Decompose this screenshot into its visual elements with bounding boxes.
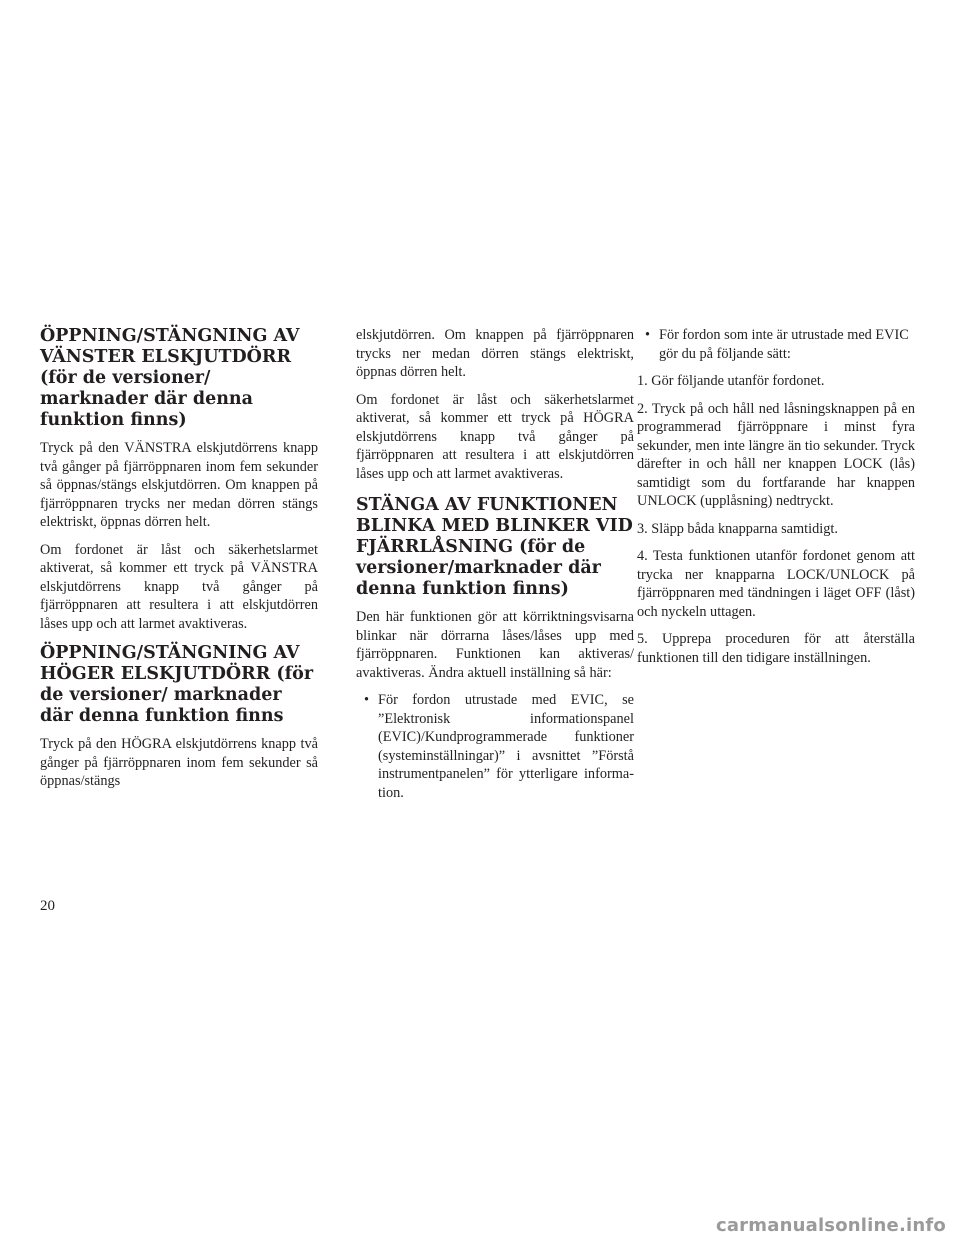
bullet-list <box>356 691 634 802</box>
column-3 <box>637 326 915 676</box>
paragraph-flash-function: Den här funktionen gör att körriktningsvisarna blinkar när dörrarna låses/låses upp med fjärröppnaren. Funktionen kan aktiveras/ avaktiveras. Ändra aktuell inställning så här: <box>356 609 634 681</box>
heading-flash-lights-lock: STÄNGA AV FUNKTIONEN BLINKA MED BLINKER VID FJÄRRLÅSNING (för de versioner/marknader där denna funktion finns) <box>356 495 633 599</box>
list-item <box>637 326 915 363</box>
step-1: 1. Gör följande utanför fordonet. <box>637 373 825 389</box>
heading-right-sliding-door: ÖPPNING/STÄNGNING AV HÖGER ELSKJUTDÖRR (för de versioner/ marknader där denna funktion finns <box>40 643 314 726</box>
column-2 <box>356 326 634 811</box>
paragraph-right-door-continued: elskjutdörren. Om knappen på fjärröppnaren trycks ner medan dörren stängs elektriskt, öppnas dörren helt. <box>356 327 634 380</box>
page-number: 20 <box>40 898 55 914</box>
list-item <box>356 691 634 802</box>
step-5: 5. Upprepa proceduren för att återställa funktionen till den tidigare inställningen. <box>637 631 915 666</box>
heading-left-sliding-door: ÖPPNING/STÄNGNING AV VÄNSTER ELSKJUTDÖRR (för de versioner/ marknader där denna funktion finns) <box>40 326 300 430</box>
step-3: 3. Släpp båda knapparna samtidigt. <box>637 520 838 537</box>
paragraph-right-door-remote: Tryck på den HÖGRA elskjutdörrens knapp två gånger på fjärröppnaren inom fem sekunder så öppnas/stängs <box>40 736 318 789</box>
bullet-list <box>637 326 915 363</box>
list-item-text: För fordon utrustade med EVIC, se ”Elektronisk informationspanel (EVIC)/Kundprogrammerade funktioner (systeminställningar)” i avsnittet ”Förstå instrumentpanelen” för ytterligare information. <box>378 692 634 801</box>
bullet-icon: • <box>364 692 370 708</box>
watermark: carmanualsonline.info <box>715 1215 946 1236</box>
paragraph-left-door-remote: Tryck på den VÄNSTRA elskjutdörrens knapp två gånger på fjärröppnaren inom fem sekunder så öppnas/stängs elskjutdörren. Om knappen på fjärröppnaren trycks ner medan dörren stängs elektriskt, öppnas dörren helt. <box>40 440 318 530</box>
paragraph-right-door-alarm: Om fordonet är låst och säkerhetslarmet aktiverat, så kommer ett tryck på HÖGRA elskjutdörrens knapp två gånger på fjärröppnaren att resultera i att elskjutdörren låses upp och att larmet avaktiveras. <box>356 391 634 482</box>
step-4: 4. Testa funktionen utanför fordonet genom att trycka ner knapparna LOCK/UNLOCK på fjärröppnaren med tändningen i läget OFF (låst) och nyckeln uttagen. <box>637 548 915 620</box>
paragraph-left-door-alarm: Om fordonet är låst och säkerhetslarmet aktiverat, så kommer ett tryck på VÄNSTRA elskjutdörrens knapp två gånger på fjärröppnaren att resultera i att elskjutdörren låses upp och att larmet avaktiveras. <box>40 541 318 632</box>
step-2: 2. Tryck på och håll ned låsningsknappen på en programmerad fjärröppnare i minst fyra sekunder, men inte längre än tio sekunder. Tryck därefter in och håll ner knappen LOCK (lås) samtidigt som du fortfarande har knappen UNLOCK (upplåsning) nedtryckt. <box>637 400 915 509</box>
list-item-text: För fordon som inte är utrustade med EVIC gör du på följande sätt: <box>659 327 909 362</box>
column-1 <box>40 326 318 800</box>
bullet-icon: • <box>645 327 651 343</box>
